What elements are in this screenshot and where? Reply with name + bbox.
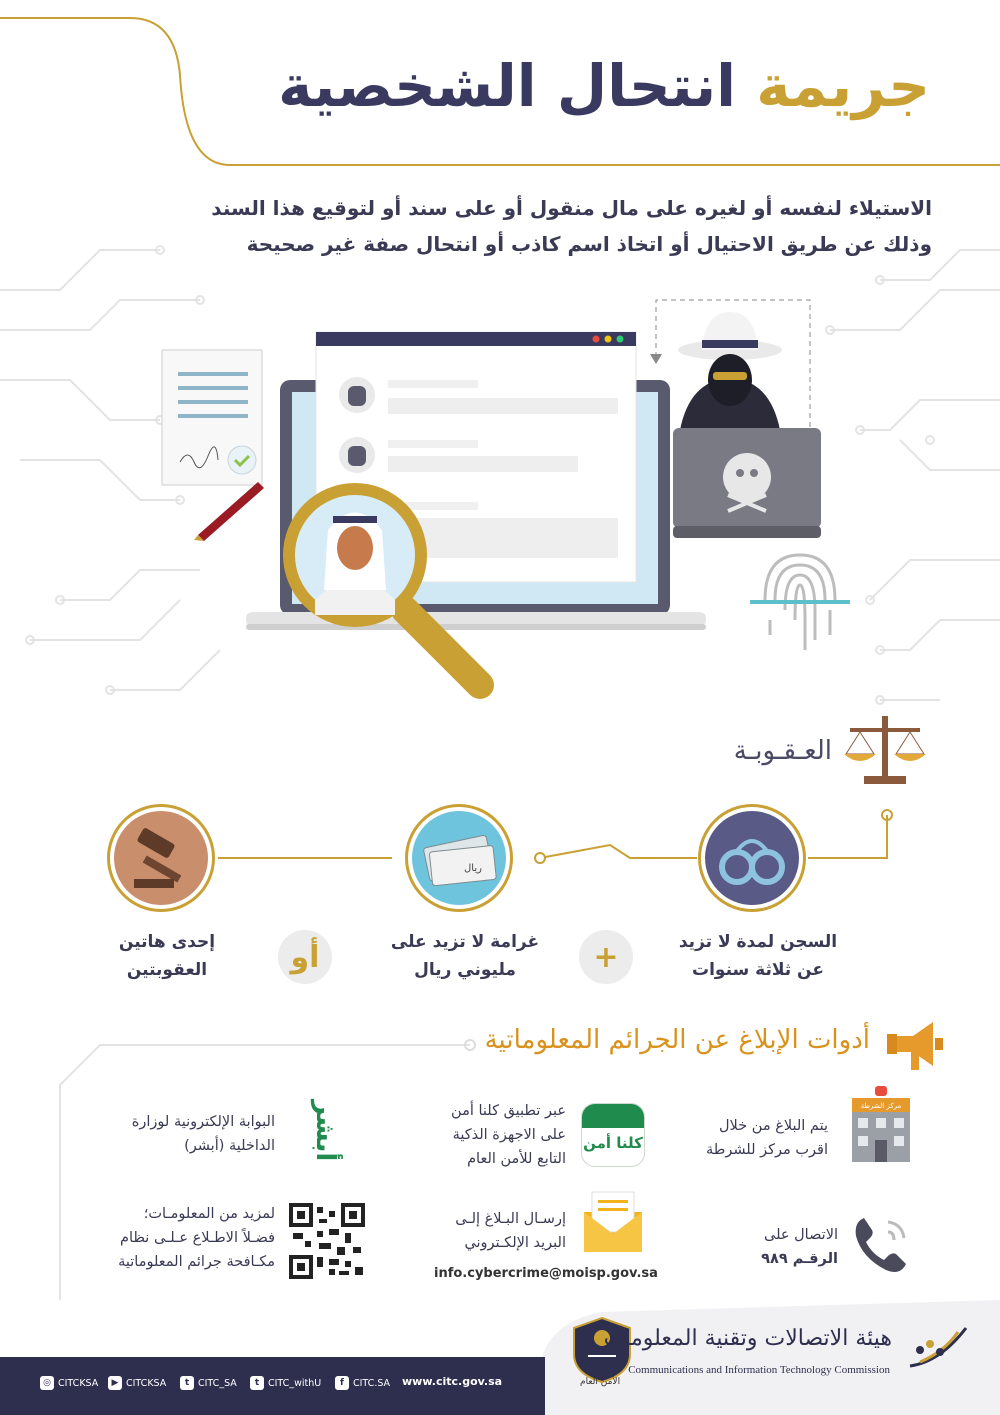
penalty-fine-circle: [405, 804, 513, 912]
title-part2: انتحال الشخصية: [278, 52, 737, 120]
money-label: ريال: [464, 863, 482, 874]
hacker-icon: [650, 300, 821, 538]
tool-qr-text: لمزيد من المعلومـات؛ فضـلاً الاطـلاع عـلـى نظام مكـافحة جرائم المعلوماتية: [118, 1206, 275, 1270]
kollona-amn-app-icon[interactable]: [581, 1103, 645, 1167]
email-icon: [582, 1190, 644, 1254]
intro-text: [172, 190, 932, 262]
social-twitter-withu[interactable]: t CITC_withU: [250, 1376, 321, 1390]
facebook-icon: f: [335, 1376, 349, 1390]
pen-icon: [194, 482, 264, 541]
handcuffs-icon: [705, 811, 799, 905]
tool-app-text: عبر تطبيق كلنا أمن على الاجهزة الذكية التابع للأمن العام: [451, 1103, 566, 1167]
title-part1: جريمة: [756, 52, 930, 120]
instagram-icon: ◎: [40, 1376, 54, 1390]
penalty-fine-label: غرامة لا تزيد على مليوني ريال: [390, 932, 540, 980]
public-security-label: الأمن العام: [580, 1377, 621, 1387]
money-icon: [412, 811, 506, 905]
absher-icon[interactable]: [298, 1098, 352, 1164]
citc-arabic-name: هيئة الاتصالات وتقنية المعلومات: [603, 1326, 892, 1351]
penalty-title: العـقـوبـة: [733, 736, 832, 766]
police-badge: مركز الشرطة: [860, 1102, 902, 1110]
youtube-icon: ▶: [108, 1376, 122, 1390]
qr-code-icon[interactable]: [289, 1203, 365, 1279]
tools-title: أدوات الإبلاغ عن الجرائم المعلوماتية: [484, 1025, 870, 1055]
twitter-icon: t: [250, 1376, 264, 1390]
scales-icon: [842, 712, 930, 790]
identity-theft-illustration: [150, 290, 850, 710]
social-facebook[interactable]: f CITC.SA: [335, 1376, 390, 1390]
citc-logo: [900, 1322, 972, 1372]
citc-english-name: Communications and Information Technology Commission: [628, 1364, 890, 1376]
megaphone-icon: [883, 1016, 947, 1076]
website-link[interactable]: www.citc.gov.sa: [402, 1375, 503, 1388]
social-twitter-sa[interactable]: t CITC_SA: [180, 1376, 237, 1390]
tool-email-text: إرسـال البـلاغ إلـى البريد الإلكـتروني: [455, 1211, 566, 1251]
tool-absher-text: البوابة الإلكترونية لوزارة الداخلية (أبشر): [131, 1114, 275, 1154]
page-title: [278, 52, 930, 120]
document-icon: [162, 350, 262, 485]
social-instagram[interactable]: ◎ CITCKSA: [40, 1376, 98, 1390]
intro-line2: وذلك عن طريق الاحتيال أو اتخاذ اسم كاذب أو انتحال صفة غير صحيحة: [246, 232, 932, 256]
or-sign: أو: [278, 930, 332, 984]
absher-badge: أبشر: [310, 1100, 340, 1162]
social-youtube[interactable]: ▶ CITCKSA: [108, 1376, 166, 1390]
plus-sign: +: [579, 930, 633, 984]
intro-line1: الاستيلاء لنفسه أو لغيره على مال منقول أو على سند أو لتوقيع هذا السند: [211, 196, 932, 220]
penalty-prison-circle: [698, 804, 806, 912]
police-station-icon: [848, 1084, 914, 1164]
penalty-either-circle: [107, 804, 215, 912]
tool-police-text: يتم البلاغ من خلال اقرب مركز للشرطة: [706, 1118, 828, 1158]
gavel-icon: [114, 811, 208, 905]
twitter-icon: t: [180, 1376, 194, 1390]
tool-phone-text: الاتصال على الرقـم ٩٨٩: [761, 1227, 838, 1267]
penalty-prison-label: السجن لمدة لا تزيد عن ثلاثة سنوات: [678, 932, 838, 980]
penalty-either-label: إحدى هاتين العقوبتين: [118, 932, 216, 980]
fingerprint-icon: [750, 555, 850, 650]
kollona-amn-badge: كلنا أمن: [583, 1134, 643, 1152]
cybercrime-email[interactable]: info.cybercrime@moisp.gov.sa: [434, 1266, 658, 1281]
phone-icon: [848, 1212, 914, 1278]
